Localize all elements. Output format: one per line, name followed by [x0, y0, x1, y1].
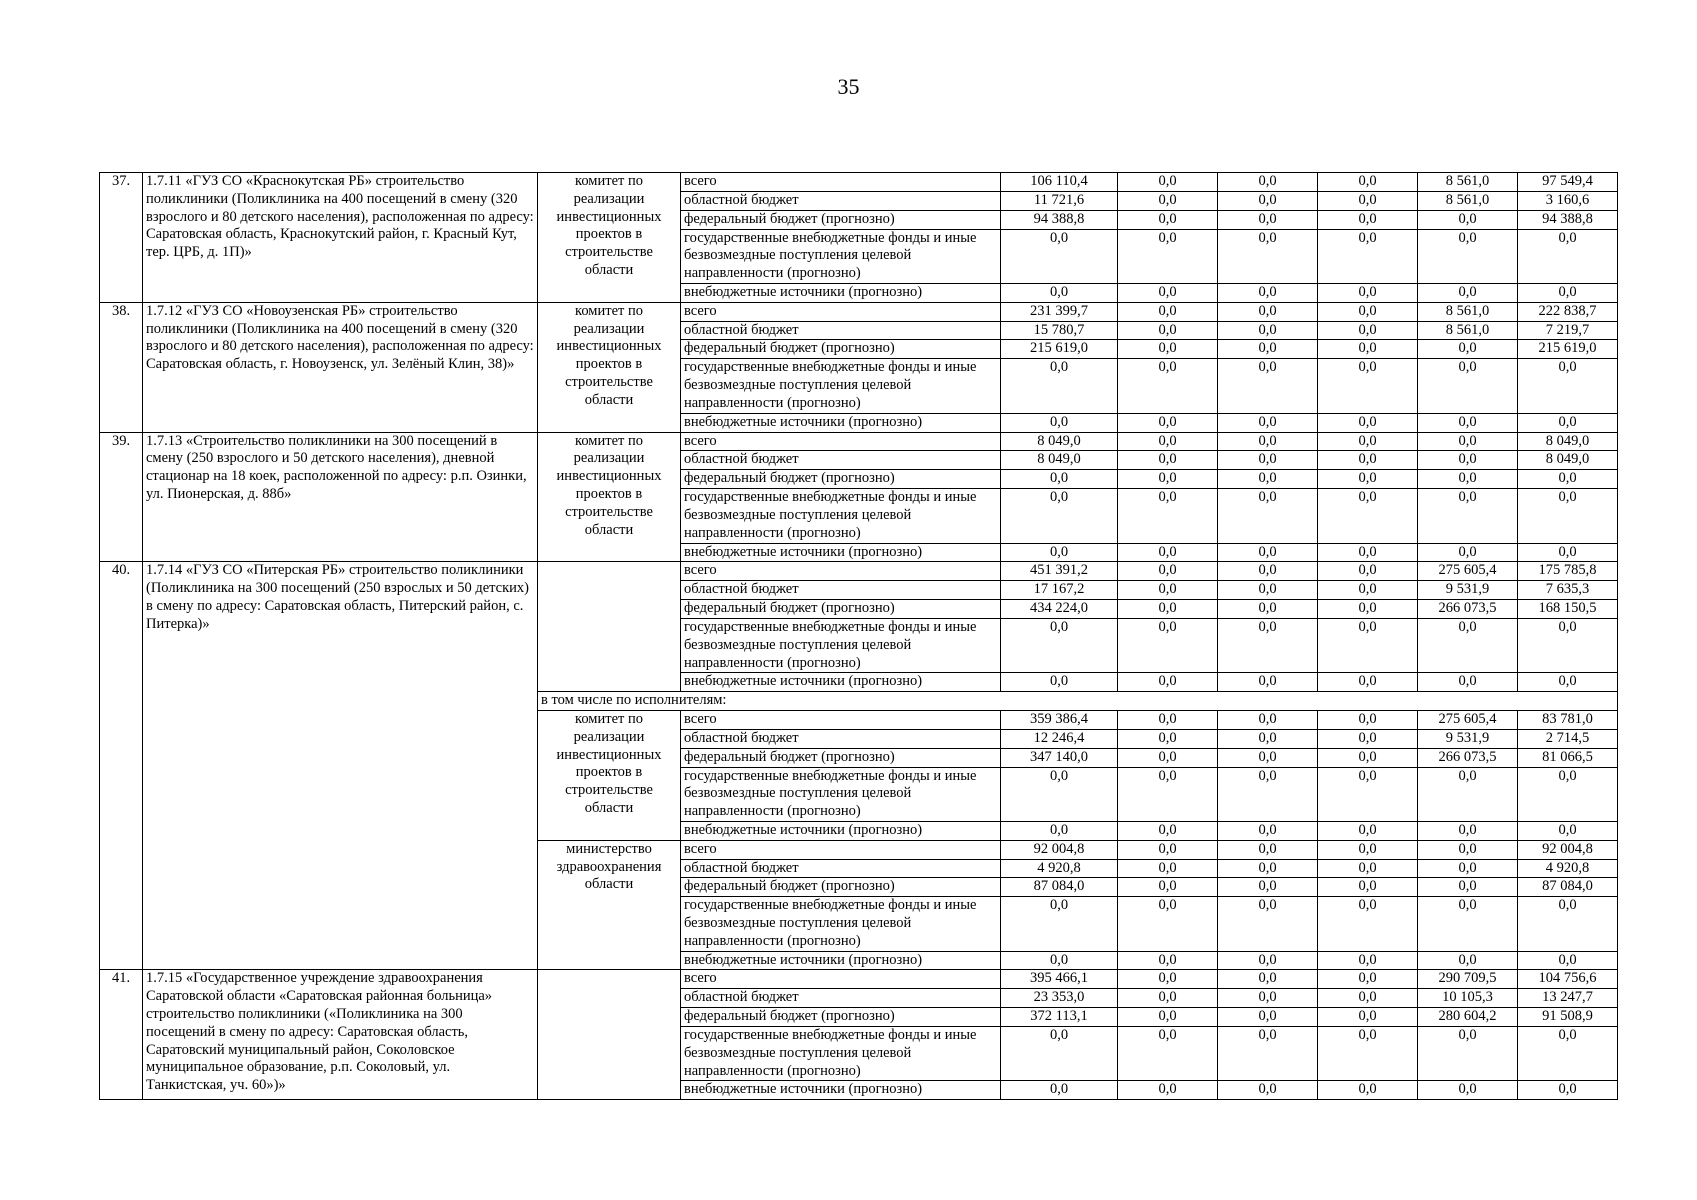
- value-cell: 0,0: [1518, 470, 1618, 489]
- funding-source-cell: федеральный бюджет (прогнозно): [681, 748, 1001, 767]
- value-cell: 0,0: [1118, 1027, 1218, 1081]
- value-cell: 0,0: [1318, 878, 1418, 897]
- value-cell: 8 561,0: [1418, 191, 1518, 210]
- value-cell: 0,0: [1418, 859, 1518, 878]
- row-number-cell: 39.: [100, 432, 143, 562]
- value-cell: 0,0: [1318, 1081, 1418, 1100]
- value-cell: 0,0: [1001, 283, 1118, 302]
- value-cell: 0,0: [1318, 470, 1418, 489]
- value-cell: 395 466,1: [1001, 970, 1118, 989]
- funding-source-cell: государственные внебюджетные фонды и иные безвозмездные поступления целевой направленности (прогнозно): [681, 229, 1001, 283]
- value-cell: 92 004,8: [1518, 840, 1618, 859]
- funding-source-cell: государственные внебюджетные фонды и иные безвозмездные поступления целевой направленности (прогнозно): [681, 359, 1001, 413]
- value-cell: 0,0: [1218, 562, 1318, 581]
- value-cell: 347 140,0: [1001, 748, 1118, 767]
- value-cell: 0,0: [1118, 673, 1218, 692]
- funding-source-cell: федеральный бюджет (прогнозно): [681, 878, 1001, 897]
- value-cell: 0,0: [1518, 543, 1618, 562]
- value-cell: 0,0: [1318, 989, 1418, 1008]
- table-row: [100, 173, 1618, 192]
- value-cell: 0,0: [1318, 859, 1418, 878]
- value-cell: 0,0: [1118, 599, 1218, 618]
- funding-source-cell: всего: [681, 562, 1001, 581]
- value-cell: 0,0: [1218, 191, 1318, 210]
- value-cell: 290 709,5: [1418, 970, 1518, 989]
- funding-source-cell: государственные внебюджетные фонды и иные безвозмездные поступления целевой направленности (прогнозно): [681, 618, 1001, 672]
- funding-source-cell: всего: [681, 302, 1001, 321]
- value-cell: 0,0: [1118, 432, 1218, 451]
- funding-source-cell: государственные внебюджетные фонды и иные безвозмездные поступления целевой направленности (прогнозно): [681, 1027, 1001, 1081]
- value-cell: 9 531,9: [1418, 729, 1518, 748]
- value-cell: 0,0: [1218, 340, 1318, 359]
- value-cell: 0,0: [1218, 283, 1318, 302]
- value-cell: 0,0: [1418, 470, 1518, 489]
- value-cell: 0,0: [1118, 340, 1218, 359]
- value-cell: 372 113,1: [1001, 1008, 1118, 1027]
- value-cell: 0,0: [1218, 840, 1318, 859]
- value-cell: 87 084,0: [1518, 878, 1618, 897]
- value-cell: 275 605,4: [1418, 710, 1518, 729]
- value-cell: 0,0: [1518, 413, 1618, 432]
- executor-cell: комитет по реализации инвестиционных проектов в строительстве области: [538, 302, 681, 432]
- value-cell: 0,0: [1318, 302, 1418, 321]
- value-cell: 0,0: [1418, 1081, 1518, 1100]
- value-cell: 0,0: [1118, 859, 1218, 878]
- including-label: в том числе по исполнителям:: [538, 692, 1618, 711]
- value-cell: 0,0: [1518, 229, 1618, 283]
- value-cell: 0,0: [1001, 229, 1118, 283]
- value-cell: 0,0: [1318, 673, 1418, 692]
- value-cell: 0,0: [1001, 543, 1118, 562]
- funding-source-cell: государственные внебюджетные фонды и иные безвозмездные поступления целевой направленности (прогнозно): [681, 489, 1001, 543]
- value-cell: 0,0: [1518, 897, 1618, 951]
- value-cell: 0,0: [1418, 359, 1518, 413]
- executor-cell: министерство здравоохранения области: [538, 840, 681, 970]
- value-cell: 359 386,4: [1001, 710, 1118, 729]
- value-cell: 0,0: [1218, 1081, 1318, 1100]
- value-cell: 0,0: [1218, 729, 1318, 748]
- value-cell: 0,0: [1318, 489, 1418, 543]
- row-number-cell: 41.: [100, 970, 143, 1100]
- value-cell: 0,0: [1318, 321, 1418, 340]
- value-cell: 0,0: [1518, 1027, 1618, 1081]
- value-cell: 0,0: [1218, 451, 1318, 470]
- value-cell: 0,0: [1118, 210, 1218, 229]
- value-cell: 3 160,6: [1518, 191, 1618, 210]
- value-cell: 0,0: [1318, 283, 1418, 302]
- value-cell: 0,0: [1118, 1081, 1218, 1100]
- value-cell: 0,0: [1118, 618, 1218, 672]
- funding-source-cell: областной бюджет: [681, 451, 1001, 470]
- value-cell: 175 785,8: [1518, 562, 1618, 581]
- value-cell: 0,0: [1118, 729, 1218, 748]
- value-cell: 0,0: [1318, 970, 1418, 989]
- value-cell: 0,0: [1318, 432, 1418, 451]
- value-cell: 0,0: [1418, 1027, 1518, 1081]
- value-cell: 0,0: [1118, 989, 1218, 1008]
- value-cell: 9 531,9: [1418, 581, 1518, 600]
- value-cell: 231 399,7: [1001, 302, 1118, 321]
- value-cell: 0,0: [1218, 748, 1318, 767]
- value-cell: 0,0: [1318, 710, 1418, 729]
- table-row: [100, 302, 1618, 321]
- value-cell: 0,0: [1218, 1027, 1318, 1081]
- funding-source-cell: государственные внебюджетные фонды и иные безвозмездные поступления целевой направленности (прогнозно): [681, 897, 1001, 951]
- value-cell: 0,0: [1418, 767, 1518, 821]
- value-cell: 0,0: [1318, 897, 1418, 951]
- event-name-cell: 1.7.11 «ГУЗ СО «Краснокутская РБ» строительство поликлиники (Поликлиника на 400 посещений в смену (320 взрослого и 80 детского населения), расположенная по адресу: Саратовская область, Краснокутский район, г. Красный Кут, тер. ЦРБ, д. 1П)»: [143, 173, 538, 303]
- value-cell: 0,0: [1001, 951, 1118, 970]
- value-cell: 0,0: [1218, 897, 1318, 951]
- row-number-cell: 37.: [100, 173, 143, 303]
- value-cell: 83 781,0: [1518, 710, 1618, 729]
- value-cell: 0,0: [1318, 191, 1418, 210]
- table-row: [100, 562, 1618, 581]
- value-cell: 0,0: [1218, 173, 1318, 192]
- value-cell: 97 549,4: [1518, 173, 1618, 192]
- value-cell: 0,0: [1001, 767, 1118, 821]
- executor-cell: [538, 562, 681, 692]
- executor-cell: [538, 970, 681, 1100]
- funding-source-cell: федеральный бюджет (прогнозно): [681, 470, 1001, 489]
- value-cell: 0,0: [1318, 1008, 1418, 1027]
- value-cell: 8 049,0: [1001, 432, 1118, 451]
- value-cell: 0,0: [1118, 543, 1218, 562]
- value-cell: 0,0: [1318, 1027, 1418, 1081]
- value-cell: 0,0: [1118, 897, 1218, 951]
- value-cell: 0,0: [1118, 840, 1218, 859]
- value-cell: 0,0: [1218, 321, 1318, 340]
- value-cell: 0,0: [1118, 821, 1218, 840]
- value-cell: 0,0: [1518, 673, 1618, 692]
- value-cell: 0,0: [1318, 340, 1418, 359]
- value-cell: 0,0: [1418, 821, 1518, 840]
- value-cell: 0,0: [1418, 229, 1518, 283]
- value-cell: 87 084,0: [1001, 878, 1118, 897]
- value-cell: 7 219,7: [1518, 321, 1618, 340]
- funding-source-cell: федеральный бюджет (прогнозно): [681, 340, 1001, 359]
- value-cell: 0,0: [1118, 581, 1218, 600]
- value-cell: 94 388,8: [1001, 210, 1118, 229]
- value-cell: 0,0: [1418, 543, 1518, 562]
- value-cell: 0,0: [1518, 283, 1618, 302]
- value-cell: 0,0: [1418, 489, 1518, 543]
- value-cell: 0,0: [1001, 1081, 1118, 1100]
- value-cell: 0,0: [1118, 1008, 1218, 1027]
- value-cell: 0,0: [1118, 970, 1218, 989]
- value-cell: 0,0: [1218, 859, 1318, 878]
- funding-source-cell: всего: [681, 173, 1001, 192]
- value-cell: 10 105,3: [1418, 989, 1518, 1008]
- value-cell: 0,0: [1118, 321, 1218, 340]
- event-name-cell: 1.7.14 «ГУЗ СО «Питерская РБ» строительство поликлиники (Поликлиника на 300 посещений (250 взрослых и 50 детских) в смену по адресу: Саратовская область, Питерский район, с. Питерка)»: [143, 562, 538, 970]
- value-cell: 11 721,6: [1001, 191, 1118, 210]
- value-cell: 0,0: [1318, 767, 1418, 821]
- funding-source-cell: внебюджетные источники (прогнозно): [681, 951, 1001, 970]
- value-cell: 0,0: [1418, 340, 1518, 359]
- value-cell: 0,0: [1218, 618, 1318, 672]
- funding-source-cell: областной бюджет: [681, 191, 1001, 210]
- value-cell: 0,0: [1518, 767, 1618, 821]
- value-cell: 0,0: [1218, 302, 1318, 321]
- funding-source-cell: федеральный бюджет (прогнозно): [681, 599, 1001, 618]
- value-cell: 0,0: [1118, 767, 1218, 821]
- row-number-cell: 38.: [100, 302, 143, 432]
- value-cell: 81 066,5: [1518, 748, 1618, 767]
- funding-source-cell: всего: [681, 710, 1001, 729]
- value-cell: 0,0: [1118, 191, 1218, 210]
- value-cell: 0,0: [1318, 581, 1418, 600]
- budget-table: [99, 172, 1618, 1100]
- value-cell: 23 353,0: [1001, 989, 1118, 1008]
- value-cell: 0,0: [1001, 470, 1118, 489]
- value-cell: 0,0: [1001, 673, 1118, 692]
- executor-cell: комитет по реализации инвестиционных проектов в строительстве области: [538, 710, 681, 840]
- value-cell: 0,0: [1218, 210, 1318, 229]
- value-cell: 8 049,0: [1518, 432, 1618, 451]
- value-cell: 0,0: [1518, 359, 1618, 413]
- value-cell: 8 561,0: [1418, 302, 1518, 321]
- event-name-cell: 1.7.13 «Строительство поликлиники на 300 посещений в смену (250 взрослого и 50 детского населения), дневной стационар на 18 коек, расположенной по адресу: р.п. Озинки, ул. Пионерская, д. 88б»: [143, 432, 538, 562]
- value-cell: 0,0: [1418, 897, 1518, 951]
- value-cell: 0,0: [1118, 470, 1218, 489]
- value-cell: 0,0: [1001, 1027, 1118, 1081]
- value-cell: 280 604,2: [1418, 1008, 1518, 1027]
- value-cell: 0,0: [1218, 821, 1318, 840]
- funding-source-cell: всего: [681, 970, 1001, 989]
- value-cell: 0,0: [1318, 618, 1418, 672]
- page-number: 35: [837, 74, 860, 99]
- value-cell: 0,0: [1418, 432, 1518, 451]
- table-row: [100, 970, 1618, 989]
- funding-source-cell: внебюджетные источники (прогнозно): [681, 673, 1001, 692]
- value-cell: 215 619,0: [1518, 340, 1618, 359]
- value-cell: 0,0: [1118, 173, 1218, 192]
- value-cell: 0,0: [1001, 413, 1118, 432]
- value-cell: 0,0: [1001, 489, 1118, 543]
- value-cell: 8 561,0: [1418, 173, 1518, 192]
- value-cell: 0,0: [1318, 229, 1418, 283]
- value-cell: 92 004,8: [1001, 840, 1118, 859]
- value-cell: 0,0: [1418, 673, 1518, 692]
- value-cell: 0,0: [1518, 1081, 1618, 1100]
- value-cell: 0,0: [1218, 970, 1318, 989]
- value-cell: 0,0: [1318, 413, 1418, 432]
- value-cell: 0,0: [1318, 599, 1418, 618]
- value-cell: 0,0: [1001, 618, 1118, 672]
- value-cell: 0,0: [1001, 821, 1118, 840]
- value-cell: 0,0: [1218, 413, 1318, 432]
- value-cell: 0,0: [1118, 302, 1218, 321]
- value-cell: 451 391,2: [1001, 562, 1118, 581]
- funding-source-cell: всего: [681, 432, 1001, 451]
- value-cell: 0,0: [1118, 451, 1218, 470]
- value-cell: 0,0: [1118, 359, 1218, 413]
- funding-source-cell: федеральный бюджет (прогнозно): [681, 210, 1001, 229]
- value-cell: 0,0: [1518, 489, 1618, 543]
- value-cell: 7 635,3: [1518, 581, 1618, 600]
- value-cell: 434 224,0: [1001, 599, 1118, 618]
- value-cell: 0,0: [1218, 581, 1318, 600]
- value-cell: 4 920,8: [1518, 859, 1618, 878]
- value-cell: 0,0: [1318, 173, 1418, 192]
- value-cell: 0,0: [1218, 470, 1318, 489]
- value-cell: 0,0: [1218, 599, 1318, 618]
- value-cell: 13 247,7: [1518, 989, 1618, 1008]
- value-cell: 0,0: [1118, 951, 1218, 970]
- value-cell: 0,0: [1118, 283, 1218, 302]
- value-cell: 0,0: [1318, 562, 1418, 581]
- value-cell: 0,0: [1318, 951, 1418, 970]
- value-cell: 0,0: [1218, 432, 1318, 451]
- value-cell: 94 388,8: [1518, 210, 1618, 229]
- value-cell: 0,0: [1418, 413, 1518, 432]
- value-cell: 8 049,0: [1518, 451, 1618, 470]
- funding-source-cell: областной бюджет: [681, 321, 1001, 340]
- funding-source-cell: федеральный бюджет (прогнозно): [681, 1008, 1001, 1027]
- funding-source-cell: областной бюджет: [681, 729, 1001, 748]
- event-name-cell: 1.7.15 «Государственное учреждение здравоохранения Саратовской области «Саратовская районная больница» строительство поликлиники («Поликлиника на 300 посещений в смену по адресу: Саратовская область, Саратовский муниципальный район, Соколовское муниципальное образование, р.п. Соколовый, ул. Танкистская, уч. 60»)»: [143, 970, 538, 1100]
- value-cell: 0,0: [1001, 359, 1118, 413]
- row-number-cell: 40.: [100, 562, 143, 970]
- executor-cell: комитет по реализации инвестиционных проектов в строительстве области: [538, 432, 681, 562]
- value-cell: 0,0: [1118, 413, 1218, 432]
- value-cell: 0,0: [1418, 618, 1518, 672]
- funding-source-cell: внебюджетные источники (прогнозно): [681, 283, 1001, 302]
- funding-source-cell: государственные внебюджетные фонды и иные безвозмездные поступления целевой направленности (прогнозно): [681, 767, 1001, 821]
- value-cell: 0,0: [1418, 878, 1518, 897]
- value-cell: 0,0: [1118, 878, 1218, 897]
- value-cell: 0,0: [1118, 748, 1218, 767]
- value-cell: 222 838,7: [1518, 302, 1618, 321]
- value-cell: 266 073,5: [1418, 599, 1518, 618]
- value-cell: 0,0: [1418, 210, 1518, 229]
- value-cell: 0,0: [1418, 951, 1518, 970]
- value-cell: 2 714,5: [1518, 729, 1618, 748]
- value-cell: 0,0: [1318, 543, 1418, 562]
- value-cell: 0,0: [1418, 283, 1518, 302]
- value-cell: 275 605,4: [1418, 562, 1518, 581]
- funding-source-cell: внебюджетные источники (прогнозно): [681, 821, 1001, 840]
- value-cell: 104 756,6: [1518, 970, 1618, 989]
- value-cell: 0,0: [1518, 618, 1618, 672]
- value-cell: 91 508,9: [1518, 1008, 1618, 1027]
- value-cell: 0,0: [1518, 951, 1618, 970]
- value-cell: 0,0: [1318, 210, 1418, 229]
- event-name-cell: 1.7.12 «ГУЗ СО «Новоузенская РБ» строительство поликлиники (Поликлиника на 400 посещений в смену (320 взрослого и 80 детского населения), расположенная по адресу: Саратовская область, г. Новоузенск, ул. Зелёный Клин, 38)»: [143, 302, 538, 432]
- value-cell: 168 150,5: [1518, 599, 1618, 618]
- value-cell: 215 619,0: [1001, 340, 1118, 359]
- value-cell: 0,0: [1218, 489, 1318, 543]
- funding-source-cell: внебюджетные источники (прогнозно): [681, 1081, 1001, 1100]
- value-cell: 106 110,4: [1001, 173, 1118, 192]
- funding-source-cell: всего: [681, 840, 1001, 859]
- value-cell: 0,0: [1118, 229, 1218, 283]
- value-cell: 0,0: [1318, 359, 1418, 413]
- value-cell: 0,0: [1218, 1008, 1318, 1027]
- table-row: [100, 432, 1618, 451]
- value-cell: 0,0: [1218, 543, 1318, 562]
- value-cell: 0,0: [1418, 840, 1518, 859]
- value-cell: 17 167,2: [1001, 581, 1118, 600]
- value-cell: 0,0: [1218, 767, 1318, 821]
- value-cell: 0,0: [1218, 710, 1318, 729]
- funding-source-cell: областной бюджет: [681, 989, 1001, 1008]
- value-cell: 0,0: [1118, 489, 1218, 543]
- value-cell: 0,0: [1218, 229, 1318, 283]
- value-cell: 0,0: [1218, 989, 1318, 1008]
- funding-source-cell: внебюджетные источники (прогнозно): [681, 413, 1001, 432]
- value-cell: 0,0: [1318, 748, 1418, 767]
- value-cell: 0,0: [1218, 673, 1318, 692]
- value-cell: 8 049,0: [1001, 451, 1118, 470]
- value-cell: 0,0: [1518, 821, 1618, 840]
- value-cell: 4 920,8: [1001, 859, 1118, 878]
- value-cell: 8 561,0: [1418, 321, 1518, 340]
- value-cell: 0,0: [1418, 451, 1518, 470]
- value-cell: 0,0: [1218, 359, 1318, 413]
- funding-source-cell: областной бюджет: [681, 859, 1001, 878]
- funding-source-cell: областной бюджет: [681, 581, 1001, 600]
- value-cell: 12 246,4: [1001, 729, 1118, 748]
- value-cell: 0,0: [1001, 897, 1118, 951]
- value-cell: 0,0: [1318, 821, 1418, 840]
- value-cell: 0,0: [1318, 729, 1418, 748]
- value-cell: 0,0: [1218, 951, 1318, 970]
- value-cell: 0,0: [1318, 840, 1418, 859]
- value-cell: 0,0: [1118, 710, 1218, 729]
- value-cell: 15 780,7: [1001, 321, 1118, 340]
- value-cell: 266 073,5: [1418, 748, 1518, 767]
- executor-cell: комитет по реализации инвестиционных проектов в строительстве области: [538, 173, 681, 303]
- value-cell: 0,0: [1118, 562, 1218, 581]
- value-cell: 0,0: [1218, 878, 1318, 897]
- value-cell: 0,0: [1318, 451, 1418, 470]
- funding-source-cell: внебюджетные источники (прогнозно): [681, 543, 1001, 562]
